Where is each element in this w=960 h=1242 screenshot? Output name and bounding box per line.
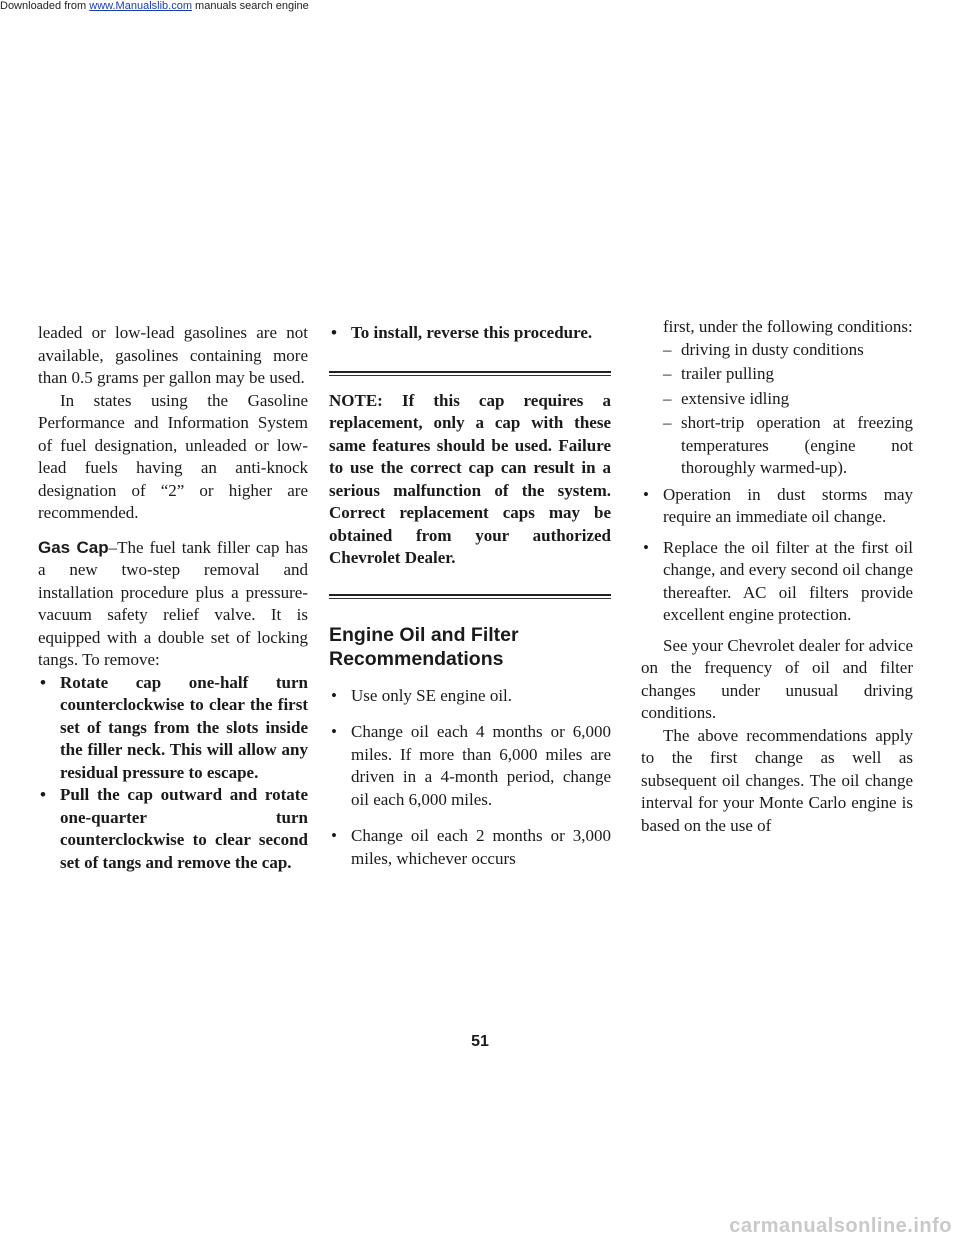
list-item: • Use only SE engine oil.: [329, 685, 611, 708]
list-item: • Rotate cap one-half turn counterclockwise to clear the first set of tangs from the slots inside the filler neck. This will allow any residual pressure to escape.: [38, 672, 308, 785]
column-right: [641, 316, 913, 837]
list-item: – short-trip operation at freezing temperatures (engine not thoroughly warmed-up).: [663, 412, 913, 480]
note-paragraph: NOTE: If this cap requires a replacement, only a cap with these same features should be used. Failure to use the correct cap can result in a serious malfunction of the system. Correct replacement caps may be obtained from your authorized Chevrolet Dealer.: [329, 390, 611, 567]
paragraph-dealer-advice: See your Chevrolet dealer for advice on the frequency of oil and filter changes under unusual driving conditions.: [641, 635, 913, 722]
oil-tips-list: [641, 484, 913, 627]
continued-text: first, under the following conditions:: [663, 317, 913, 336]
divider: [329, 375, 611, 376]
paragraph-leaded: leaded or low-lead gasolines are not available, gasolines containing more than 0.5 grams per gallon may be used.: [38, 323, 308, 387]
column-left: [38, 322, 308, 874]
header-prefix: Downloaded from: [0, 0, 90, 12]
divider: [329, 371, 611, 373]
list-item: – extensive idling: [663, 388, 913, 411]
section-heading: Engine Oil and Filter Recommendations: [329, 623, 519, 670]
paragraph-gasoline-system: In states using the Gasoline Performance and Information System of fuel designation, unleaded or low-lead fuels having an anti-knock designation of “2” or higher are recommended.: [38, 390, 308, 522]
list-item: • Pull the cap outward and rotate one-quarter turn counterclockwise to clear second set of tangs and remove the cap.: [38, 784, 308, 874]
list-item: • Replace the oil filter at the first oil change, and every second oil change thereafter. AC oil filters provide excellent engine protection.: [641, 537, 913, 627]
manualslib-link[interactable]: www.Manualslib.com: [89, 0, 192, 12]
paragraph-recommendations: The above recommendations apply to the first change as well as subsequent oil changes. The oil change interval for your Monte Carlo engine is based on the use of: [641, 725, 913, 835]
paragraph-gas-cap: [38, 537, 308, 672]
oil-change-list: [329, 685, 611, 871]
list-item: • To install, reverse this procedure.: [329, 322, 611, 345]
conditions-list: [663, 339, 913, 480]
list-item: – driving in dusty conditions: [663, 339, 913, 362]
removal-steps-list: [38, 672, 308, 875]
list-item: • Change oil each 4 months or 6,000 miles. If more than 6,000 miles are driven in a 4-month period, change oil each 6,000 miles.: [329, 721, 611, 811]
install-list: [329, 322, 611, 345]
gas-cap-title: Gas Cap: [38, 537, 109, 557]
list-item: – trailer pulling: [663, 363, 913, 386]
divider: [329, 598, 611, 599]
list-item: • Change oil each 2 months or 3,000 miles, whichever occurs: [329, 825, 611, 870]
header-suffix: manuals search engine: [191, 0, 309, 12]
download-header: [0, 0, 309, 13]
page-number: 51: [471, 1033, 489, 1050]
gas-cap-text: –The fuel tank filler cap has a new two-step removal and installation procedure plus a pressure-vacuum safety relief valve. It is equipped with a double set of locking tangs. To remove:: [38, 537, 308, 669]
divider: [329, 594, 611, 596]
column-middle: [329, 322, 611, 884]
watermark: carmanualsonline.info: [729, 1215, 952, 1237]
list-item: • Operation in dust storms may require an immediate oil change.: [641, 484, 913, 529]
